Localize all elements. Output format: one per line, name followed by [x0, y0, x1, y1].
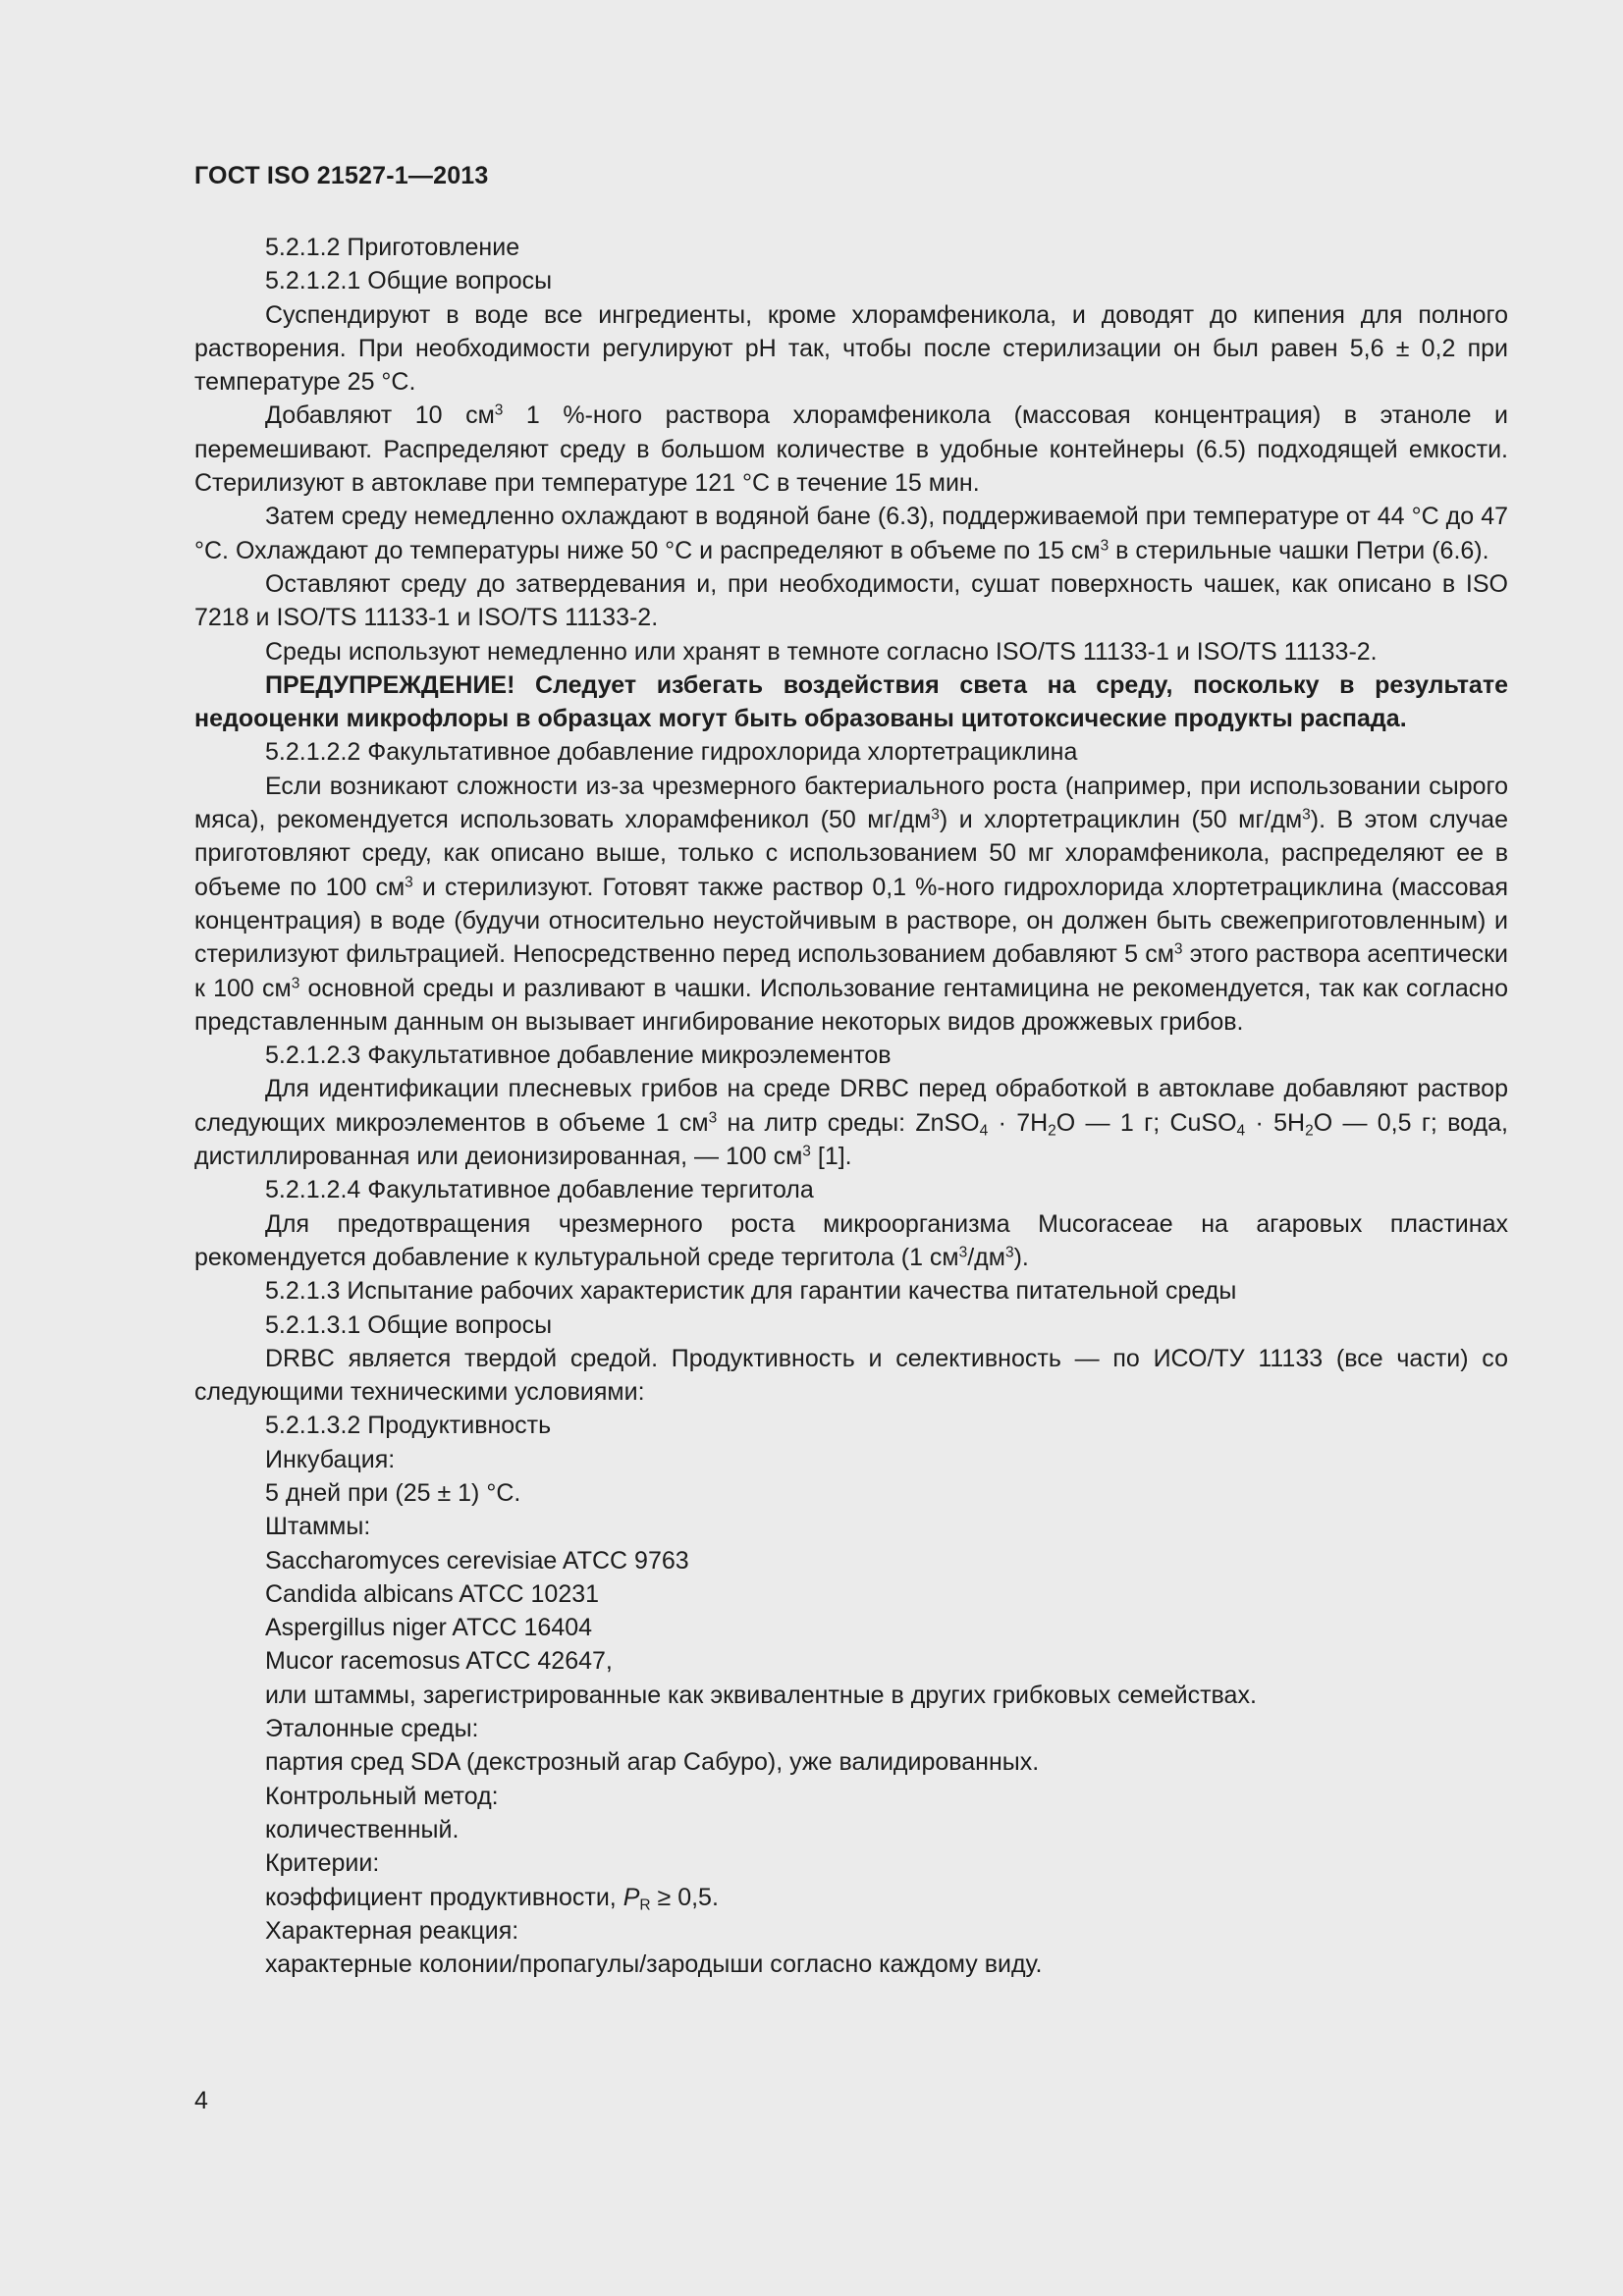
list-item: 5 дней при (25 ± 1) °С. — [265, 1478, 521, 1507]
section-heading-5-2-1-3-2: 5.2.1.3.2 Продуктивность — [265, 1412, 552, 1440]
warning-paragraph: ПРЕДУПРЕЖДЕНИЕ! Следует избегать воздействия света на среду, поскольку в результате недооценки микрофлоры в образцах могут быть образованы цитотоксические продукты распада. — [194, 670, 1508, 733]
list-item: Критерии: — [265, 1849, 380, 1878]
list-item: Инкубация: — [265, 1445, 396, 1473]
section-heading-5-2-1-3-1: 5.2.1.3.1 Общие вопросы — [265, 1310, 553, 1339]
document-header: ГОСТ ISO 21527-1—2013 — [194, 162, 489, 189]
list-item: Характерная реакция: — [265, 1916, 519, 1945]
paragraph-storage: Среды используют немедленно или хранят в темноте согласно ISO/TS 11133-1 и ISO/TS 11133-2. — [265, 637, 1378, 666]
list-item: Aspergillus niger ATCC 16404 — [265, 1614, 593, 1642]
paragraph-drying: Оставляют среду до затвердевания и, при необходимости, сушат поверхность чашек, как описано в ISO 7218 и ISO/TS 11133-1 и ISO/TS 11133-2. — [194, 569, 1508, 632]
list-item: характерные колонии/пропагулы/зародыши согласно каждому виду. — [265, 1950, 1043, 1979]
list-item: Штаммы: — [265, 1513, 371, 1541]
list-item: Эталонные среды: — [265, 1715, 479, 1743]
paragraph-chlortetracycline: Если возникают сложности из-за чрезмерного бактериального роста (например, при использовании сырого мяса), рекомендуется использовать хлорамфеникол (50 $мг/дм^3$) и хлортетрациклин (50 $мг/дм^3$). В этом случае приготовляют среду, как описано выше, только с использованием 50 мг хлорамфеникола, распределяют ее в объеме по 100 $см^3$ и стерилизуют. Готовят также раствор 0,1 %-ного гидрохлорида хлортетрациклина (массовая концентрация) в воде (будучи относительно неустойчивым в растворе, он должен быть свежеприготовленным) и стерилизуют фильтрацией. Непосредственно перед использованием добавляют 5 $см^3$ этого раствора асептически к 100 $см^3$ основной среды и разливают в чашки. Использование гентамицина не рекомендуется, так как согласно представленным данным он вызывает ингибирование некоторых видов дрожжевых грибов. — [194, 772, 1509, 1036]
list-item: Candida albicans ATCC 10231 — [265, 1579, 600, 1608]
list-item: Mucor racemosus ATCC 42647, — [265, 1647, 613, 1676]
paragraph-chloramphenicol: Добавляют 10 $см^3$ 1 %-ного раствора хлорамфеникола (массовая концентрация) в этаноле и перемешивают. Распределяют среду в большом количестве в удобные контейнеры (6.5) подходящей емкости. Стерилизуют в автоклаве при температуре 121 °С в течение 15 мин. — [194, 401, 1509, 498]
section-heading-5-2-1-2-1: 5.2.1.2.1 Общие вопросы — [265, 267, 553, 295]
paragraph-trace-elements: Для идентификации плесневых грибов на среде DRBC перед обработкой в автоклаве добавляют раствор следующих микроэлементов в объеме 1 $см^3$ на литр среды: ZnSO$_4$ · $7H_2O$ — 1 г; CuSO$_4$ · $5H_2O$ — 0,5 г; вода, дистиллированная или деионизированная, — 100 $см^3$ [1]. — [194, 1075, 1508, 1171]
list-item: Saccharomyces cerevisiae ATCC 9763 — [265, 1546, 689, 1575]
page-number: 4 — [194, 2087, 208, 2114]
section-heading-5-2-1-2-3: 5.2.1.2.3 Факультативное добавление микроэлементов — [265, 1041, 892, 1070]
section-heading-5-2-1-3: 5.2.1.3 Испытание рабочих характеристик для гарантии качества питательной среды — [265, 1277, 1237, 1306]
paragraph-drbc: DRBC является твердой средой. Продуктивность и селективность — по ИСО/ТУ 11133 (все части) со следующими техническими условиями: — [194, 1344, 1508, 1407]
paragraph-tergitol: Для предотвращения чрезмерного роста микроорганизма Mucoraceae на агаровых пластинах рекомендуется добавление к культуральной среде тергитола (1 $см^3/дм^3$). — [194, 1209, 1508, 1271]
list-item: или штаммы, зарегистрированные как эквивалентные в других грибковых семействах. — [265, 1681, 1257, 1709]
paragraph-suspension: Суспендируют в воде все ингредиенты, кроме хлорамфеникола, и доводят до кипения для полного растворения. При необходимости регулируют pH так, чтобы после стерилизации он был равен 5,6 ± 0,2 при температуре 25 °С. — [194, 300, 1508, 397]
page-content — [194, 231, 1508, 1981]
list-item: количественный. — [265, 1815, 460, 1843]
list-item: партия сред SDA (декстрозный агар Сабуро), уже валидированных. — [265, 1748, 1040, 1777]
paragraph-cooling: Затем среду немедленно охлаждают в водяной бане (6.3), поддерживаемой при температуре от 44 °С до 47 °С. Охлаждают до температуры ниже 50 °С и распределяют в объеме по 15 $см^3$ в стерильные чашки Петри (6.6). — [194, 503, 1508, 564]
criteria-item: коэффициент продуктивности, $P_R \ge 0,5$. — [265, 1883, 719, 1914]
section-heading-5-2-1-2-2: 5.2.1.2.2 Факультативное добавление гидрохлорида хлортетрациклина — [265, 738, 1078, 767]
section-heading-5-2-1-2: 5.2.1.2 Приготовление — [265, 234, 520, 261]
list-item: Контрольный метод: — [265, 1782, 499, 1810]
section-heading-5-2-1-2-4: 5.2.1.2.4 Факультативное добавление тергитола — [265, 1176, 814, 1204]
